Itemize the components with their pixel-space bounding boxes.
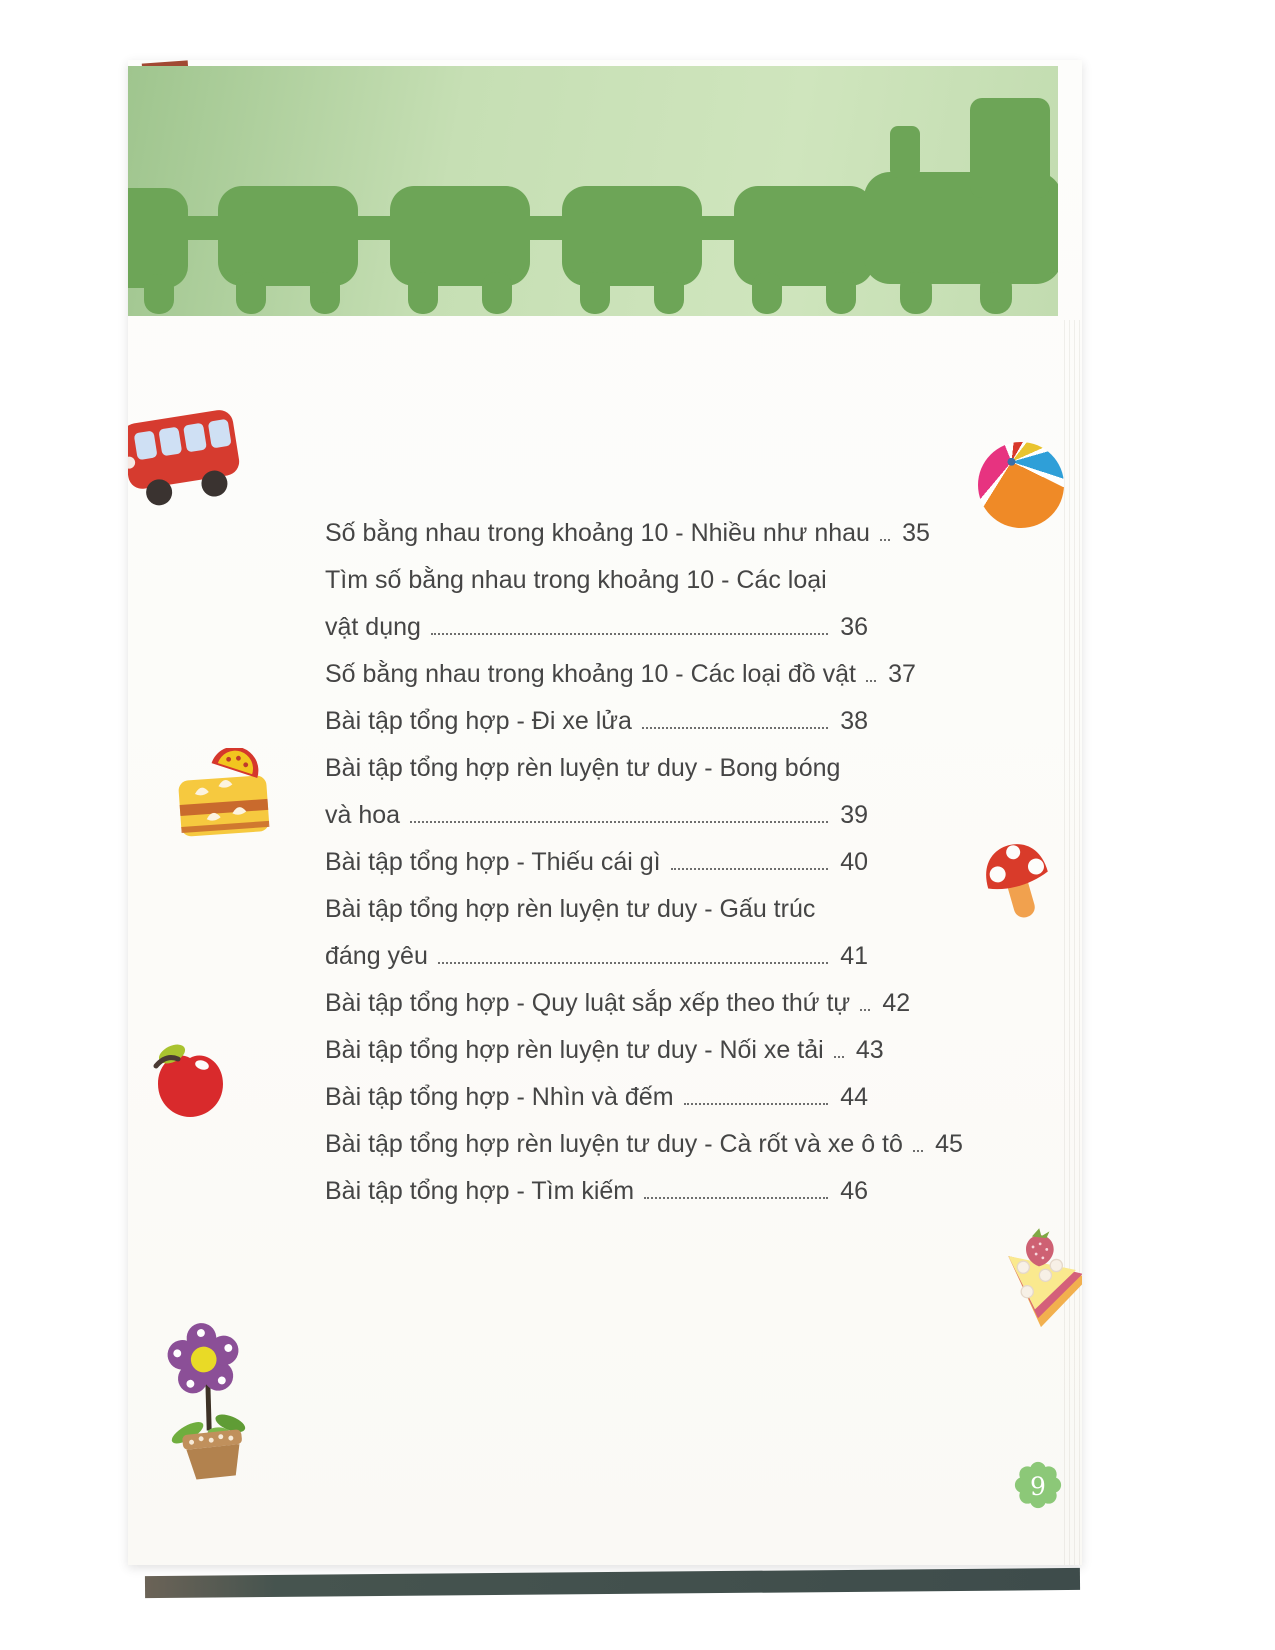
toc-entry-title: Bài tập tổng hợp rèn luyện tư duy - Bong bóng <box>325 754 841 782</box>
dot-leader <box>913 1150 923 1152</box>
toc-entry <box>325 689 868 736</box>
toc-entry-title: Bài tập tổng hợp - Đi xe lửa <box>325 707 632 735</box>
dot-leader <box>642 727 828 729</box>
toc-entry-title: Số bằng nhau trong khoảng 10 - Các loại đồ vật <box>325 660 856 688</box>
dot-leader <box>860 1009 870 1011</box>
dot-leader <box>866 680 876 682</box>
toc-page-number: 35 <box>902 519 930 547</box>
toc-page-number: 45 <box>935 1130 963 1158</box>
toc-entry-title: Bài tập tổng hợp - Nhìn và đếm <box>325 1083 674 1111</box>
toc-page-number: 40 <box>840 848 868 876</box>
layer-cake-icon <box>173 748 273 845</box>
apple-icon <box>146 1038 230 1123</box>
table-of-contents <box>325 501 963 1206</box>
train-icon <box>128 60 1058 316</box>
red-bus-icon <box>128 393 252 521</box>
toc-entry <box>325 736 868 830</box>
toc-page-number: 37 <box>888 660 916 688</box>
toc-entry <box>325 548 868 642</box>
toc-entry-title: Bài tập tổng hợp - Thiếu cái gì <box>325 848 661 876</box>
toc-entry <box>325 1018 884 1065</box>
strawberry-cake-slice-icon <box>1002 1222 1082 1339</box>
toc-entry <box>325 877 868 971</box>
dot-leader <box>410 821 828 823</box>
page-stack-edge <box>1064 320 1082 1565</box>
toc-page-number: 44 <box>840 1083 868 1111</box>
toc-entry <box>325 642 916 689</box>
toc-entry-title: Bài tập tổng hợp - Tìm kiếm <box>325 1177 635 1205</box>
toc-page-number: 43 <box>855 1036 884 1064</box>
dot-leader <box>644 1197 828 1199</box>
toc-entry <box>325 971 911 1018</box>
dot-leader <box>438 962 828 964</box>
toc-entry-title: Bài tập tổng hợp rèn luyện tư duy - Gấu trúc <box>325 895 816 923</box>
toc-entry-title: Tìm số bằng nhau trong khoảng 10 - Các loại <box>325 566 827 594</box>
dot-leader <box>684 1103 828 1105</box>
toc-entry <box>325 1065 868 1112</box>
beach-ball-icon <box>978 442 1064 528</box>
desk-surface-strip <box>145 1568 1080 1598</box>
toc-page-number: 39 <box>840 801 868 829</box>
page-number-badge <box>1014 1461 1062 1509</box>
toc-entry-title: Bài tập tổng hợp rèn luyện tư duy - Nối xe tải <box>325 1036 824 1064</box>
toc-entry-title-continued: và hoa <box>325 801 401 829</box>
toc-entry-title-continued: vật dụng <box>325 613 421 641</box>
toc-page-number: 38 <box>840 707 868 735</box>
toc-page-number: 42 <box>882 989 911 1017</box>
toc-entry-title: Số bằng nhau trong khoảng 10 - Nhiều như nhau <box>325 519 870 547</box>
dot-leader <box>431 633 828 635</box>
toc-page-number: 36 <box>840 613 868 641</box>
toc-page-number: 46 <box>840 1177 868 1205</box>
toc-entry-title-continued: đáng yêu <box>325 942 428 970</box>
mushroom-icon <box>983 838 1053 927</box>
toc-entry <box>325 501 930 548</box>
toc-entry-title: Bài tập tổng hợp - Quy luật sắp xếp theo thứ tự <box>325 989 851 1017</box>
dot-leader <box>671 868 828 870</box>
book-page <box>128 60 1082 1565</box>
toc-entry <box>325 1159 868 1206</box>
toc-entry <box>325 830 868 877</box>
dot-leader <box>834 1056 844 1058</box>
toc-entry <box>325 1112 963 1159</box>
toc-entry-title: Bài tập tổng hợp rèn luyện tư duy - Cà rốt và xe ô tô <box>325 1130 903 1158</box>
top-green-banner <box>128 66 1058 316</box>
flower-pot-icon <box>156 1320 256 1485</box>
page-number: 9 <box>1030 1471 1046 1501</box>
toc-page-number: 41 <box>840 942 868 970</box>
dot-leader <box>880 539 890 541</box>
